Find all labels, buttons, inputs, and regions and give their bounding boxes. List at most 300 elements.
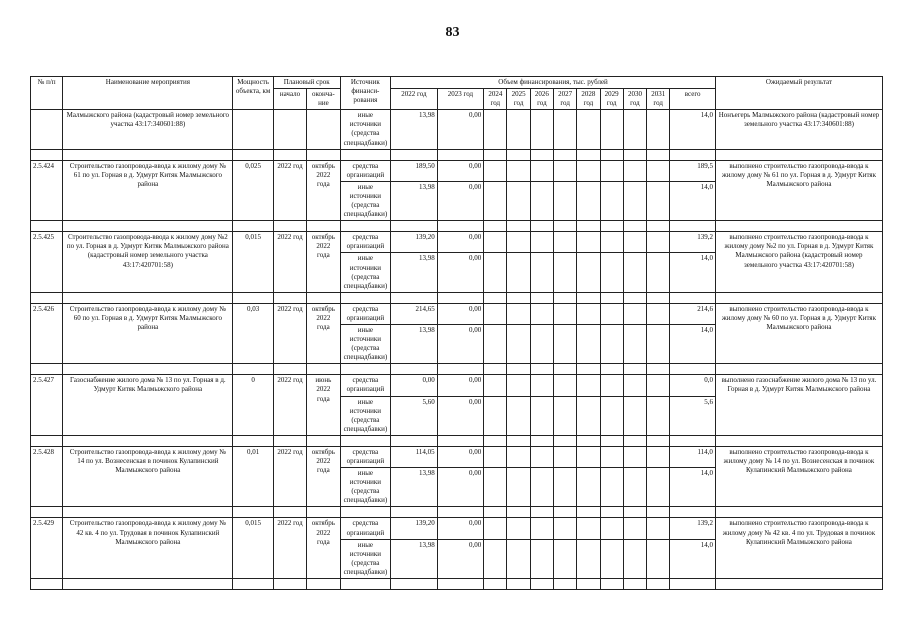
empty-cell — [623, 221, 646, 232]
empty-cell — [554, 468, 577, 507]
empty-cell — [647, 375, 670, 396]
row-name: Газоснабжение жилого дома № 13 по ул. Горная в д. Удмурт Китяк Малмыжского района — [63, 375, 233, 436]
empty-cell — [623, 375, 646, 396]
empty-cell — [437, 435, 484, 446]
empty-cell — [647, 396, 670, 435]
row-source: иные источники (средства спецнадбавки) — [340, 396, 391, 435]
row-spacer — [31, 579, 883, 590]
empty-cell — [647, 324, 670, 363]
empty-cell — [554, 507, 577, 518]
row-result: выполнено строительство газопровода-ввода к жилому дому № 61 по ул. Горная в д. Удмурт Китяк Малмыжского района — [715, 160, 882, 221]
row-spacer — [31, 149, 883, 160]
header-funding: Объем финансирования, тыс. рублей — [391, 77, 716, 89]
empty-cell — [554, 396, 577, 435]
empty-cell — [31, 435, 63, 446]
table-row — [31, 375, 883, 396]
empty-cell — [530, 364, 553, 375]
empty-cell — [600, 160, 623, 181]
empty-cell — [484, 324, 507, 363]
row-result: выполнено строительство газопровода-ввода к жилому дому № 14 по ул. Вознесенская в починок Кулапинский Малмыжского района — [715, 446, 882, 507]
header-year: 2030 год — [623, 89, 646, 110]
empty-cell — [530, 253, 553, 292]
row-spacer — [31, 435, 883, 446]
table-row-continuation — [31, 110, 883, 149]
empty-cell — [437, 221, 484, 232]
header-start: начало — [273, 89, 306, 110]
header-year: 2024 год — [484, 89, 507, 110]
empty-cell — [391, 364, 438, 375]
row-source: иные источники (средства спецнадбавки) — [340, 110, 391, 149]
empty-cell — [31, 507, 63, 518]
row-end: июнь 2022 года — [307, 375, 340, 436]
empty-cell — [340, 579, 391, 590]
row-name: Малмыжского района (кадастровый номер земельного участка 43:17:340601:88) — [63, 110, 233, 149]
empty-cell — [437, 292, 484, 303]
empty-cell — [647, 579, 670, 590]
empty-cell — [437, 507, 484, 518]
empty-cell — [484, 579, 507, 590]
empty-cell — [340, 435, 391, 446]
empty-cell — [273, 435, 306, 446]
empty-cell — [577, 364, 600, 375]
empty-cell — [623, 518, 646, 539]
empty-cell — [233, 292, 273, 303]
empty-cell — [647, 364, 670, 375]
row-value-2023: 0,00 — [437, 539, 484, 578]
empty-cell — [507, 468, 530, 507]
row-start: 2022 год — [273, 518, 306, 579]
empty-cell — [554, 375, 577, 396]
row-total: 0,0 — [670, 375, 716, 396]
row-start: 2022 год — [273, 375, 306, 436]
empty-cell — [600, 579, 623, 590]
row-value-2023: 0,00 — [437, 181, 484, 220]
empty-cell — [670, 579, 716, 590]
empty-cell — [530, 579, 553, 590]
empty-cell — [63, 579, 233, 590]
row-value-2023: 0,00 — [437, 232, 484, 253]
empty-cell — [507, 324, 530, 363]
empty-cell — [530, 221, 553, 232]
empty-cell — [554, 303, 577, 324]
empty-cell — [307, 507, 340, 518]
empty-cell — [484, 232, 507, 253]
row-name: Строительство газопровода-ввода к жилому дому № 14 по ул. Вознесенская в починок Кулапинский Малмыжского района — [63, 446, 233, 507]
row-source: иные источники (средства спецнадбавки) — [340, 324, 391, 363]
empty-cell — [530, 396, 553, 435]
empty-cell — [484, 375, 507, 396]
empty-cell — [647, 221, 670, 232]
header-year: 2022 год — [391, 89, 438, 110]
empty-cell — [600, 364, 623, 375]
empty-cell — [507, 181, 530, 220]
empty-cell — [530, 303, 553, 324]
table-row — [31, 446, 883, 467]
empty-cell — [554, 232, 577, 253]
empty-cell — [484, 446, 507, 467]
empty-cell — [63, 364, 233, 375]
table-body — [31, 110, 883, 590]
empty-cell — [600, 181, 623, 220]
empty-cell — [63, 435, 233, 446]
empty-cell — [623, 539, 646, 578]
row-total: 5,6 — [670, 396, 716, 435]
row-end: октябрь 2022 года — [307, 518, 340, 579]
empty-cell — [484, 303, 507, 324]
empty-cell — [507, 221, 530, 232]
row-value-2022: 13,98 — [391, 324, 438, 363]
empty-cell — [600, 507, 623, 518]
header-year: 2026 год — [530, 89, 553, 110]
empty-cell — [647, 539, 670, 578]
row-start: 2022 год — [273, 303, 306, 364]
empty-cell — [715, 292, 882, 303]
row-end: октябрь 2022 года — [307, 303, 340, 364]
header-end: оконча-ние — [307, 89, 340, 110]
header-year: 2031 год — [647, 89, 670, 110]
empty-cell — [340, 364, 391, 375]
empty-cell — [600, 232, 623, 253]
empty-cell — [600, 253, 623, 292]
empty-cell — [577, 468, 600, 507]
empty-cell — [600, 468, 623, 507]
empty-cell — [670, 221, 716, 232]
row-source: иные источники (средства спецнадбавки) — [340, 181, 391, 220]
row-spacer — [31, 292, 883, 303]
row-value-2023: 0,00 — [437, 110, 484, 149]
empty-cell — [507, 539, 530, 578]
empty-cell — [507, 160, 530, 181]
empty-cell — [233, 435, 273, 446]
empty-cell — [484, 518, 507, 539]
row-result: выполнено строительство газопровода-ввода к жилому дому № 60 по ул. Горная в д. Удмурт Китяк Малмыжского района — [715, 303, 882, 364]
row-value-2022: 13,98 — [391, 181, 438, 220]
empty-cell — [600, 375, 623, 396]
empty-cell — [507, 446, 530, 467]
empty-cell — [31, 221, 63, 232]
row-value-2022: 214,65 — [391, 303, 438, 324]
empty-cell — [31, 579, 63, 590]
empty-cell — [554, 181, 577, 220]
empty-cell — [63, 292, 233, 303]
empty-cell — [600, 446, 623, 467]
header-capacity: Мощность объекта, км — [233, 77, 273, 110]
empty-cell — [530, 232, 553, 253]
row-capacity: 0 — [233, 375, 273, 436]
empty-cell — [437, 364, 484, 375]
empty-cell — [554, 364, 577, 375]
empty-cell — [484, 253, 507, 292]
row-value-2023: 0,00 — [437, 160, 484, 181]
empty-cell — [623, 364, 646, 375]
empty-cell — [715, 435, 882, 446]
empty-cell — [273, 507, 306, 518]
empty-cell — [577, 539, 600, 578]
empty-cell — [554, 579, 577, 590]
row-name: Строительство газопровода-ввода к жилому дому № 60 по ул. Горная в д. Удмурт Китяк Малмыжского района — [63, 303, 233, 364]
row-value-2023: 0,00 — [437, 324, 484, 363]
empty-cell — [307, 292, 340, 303]
row-start: 2022 год — [273, 160, 306, 221]
row-source: средства организаций — [340, 160, 391, 181]
row-spacer — [31, 507, 883, 518]
empty-cell — [507, 292, 530, 303]
empty-cell — [507, 253, 530, 292]
empty-cell — [507, 364, 530, 375]
empty-cell — [577, 303, 600, 324]
empty-cell — [600, 303, 623, 324]
header-total: всего — [670, 89, 716, 110]
empty-cell — [63, 507, 233, 518]
empty-cell — [623, 292, 646, 303]
empty-cell — [577, 221, 600, 232]
empty-cell — [623, 468, 646, 507]
empty-cell — [647, 160, 670, 181]
row-total: 214,6 — [670, 303, 716, 324]
header-name: Наименование мероприятия — [63, 77, 233, 110]
header-year: 2029 год — [600, 89, 623, 110]
empty-cell — [670, 435, 716, 446]
empty-cell — [273, 221, 306, 232]
empty-cell — [530, 468, 553, 507]
empty-cell — [623, 507, 646, 518]
funding-table — [30, 76, 883, 590]
empty-cell — [307, 579, 340, 590]
empty-cell — [484, 396, 507, 435]
header-no: № п/п — [31, 77, 63, 110]
row-source: средства организаций — [340, 446, 391, 467]
row-value-2023: 0,00 — [437, 396, 484, 435]
empty-cell — [530, 446, 553, 467]
empty-cell — [623, 253, 646, 292]
empty-cell — [670, 364, 716, 375]
empty-cell — [484, 160, 507, 181]
row-value-2022: 13,98 — [391, 110, 438, 149]
empty-cell — [647, 181, 670, 220]
table-row — [31, 160, 883, 181]
empty-cell — [484, 364, 507, 375]
empty-cell — [577, 160, 600, 181]
empty-cell — [484, 507, 507, 518]
row-value-2022: 114,05 — [391, 446, 438, 467]
row-name: Строительство газопровода-ввода к жилому дому №2 по ул. Горная в д. Удмурт Китяк Малмыжского района (кадастровый номер земельного участка 43:17:420701:58) — [63, 232, 233, 293]
row-total: 14,0 — [670, 110, 716, 149]
empty-cell — [340, 292, 391, 303]
empty-cell — [577, 518, 600, 539]
empty-cell — [233, 221, 273, 232]
empty-cell — [63, 221, 233, 232]
row-value-2023: 0,00 — [437, 518, 484, 539]
empty-cell — [577, 253, 600, 292]
empty-cell — [647, 468, 670, 507]
empty-cell — [623, 446, 646, 467]
row-value-2023: 0,00 — [437, 303, 484, 324]
empty-cell — [715, 507, 882, 518]
page-number: 83 — [445, 25, 460, 40]
row-result: выполнено строительство газопровода-ввода к жилому дому №2 по ул. Горная в д. Удмурт Китяк Малмыжского района (кадастровый номер земельного участка 43:17:420701:58) — [715, 232, 882, 293]
empty-cell — [554, 518, 577, 539]
row-number: 2.5.427 — [31, 375, 63, 436]
row-source: средства организаций — [340, 303, 391, 324]
row-total: 14,0 — [670, 253, 716, 292]
row-value-2023: 0,00 — [437, 446, 484, 467]
empty-cell — [670, 507, 716, 518]
empty-cell — [623, 396, 646, 435]
empty-cell — [437, 579, 484, 590]
empty-cell — [647, 446, 670, 467]
header-source: Источник финанси-рования — [340, 77, 391, 110]
row-source: средства организаций — [340, 375, 391, 396]
empty-cell — [484, 181, 507, 220]
empty-cell — [507, 435, 530, 446]
empty-cell — [484, 221, 507, 232]
row-value-2022: 5,60 — [391, 396, 438, 435]
row-value-2022: 139,20 — [391, 518, 438, 539]
empty-cell — [670, 292, 716, 303]
empty-cell — [530, 324, 553, 363]
empty-cell — [623, 303, 646, 324]
row-name: Строительство газопровода-ввода к жилому дому № 42 кв. 4 по ул. Трудовая в починок Кулапинский Малмыжского района — [63, 518, 233, 579]
row-source: иные источники (средства спецнадбавки) — [340, 539, 391, 578]
row-number: 2.5.428 — [31, 446, 63, 507]
empty-cell — [484, 539, 507, 578]
empty-cell — [340, 507, 391, 518]
empty-cell — [340, 221, 391, 232]
empty-cell — [530, 375, 553, 396]
empty-cell — [273, 579, 306, 590]
empty-cell — [623, 181, 646, 220]
empty-cell — [715, 364, 882, 375]
row-result: Нонъегерь Малмыжского района (кадастровый номер земельного участка 43:17:340601:88) — [715, 110, 882, 149]
empty-cell — [600, 324, 623, 363]
empty-cell — [647, 292, 670, 303]
empty-cell — [530, 518, 553, 539]
empty-cell — [391, 507, 438, 518]
row-source: средства организаций — [340, 232, 391, 253]
empty-cell — [391, 435, 438, 446]
empty-cell — [391, 221, 438, 232]
empty-cell — [577, 324, 600, 363]
empty-cell — [647, 435, 670, 446]
empty-cell — [554, 160, 577, 181]
empty-cell — [307, 364, 340, 375]
row-number: 2.5.426 — [31, 303, 63, 364]
empty-cell — [554, 324, 577, 363]
row-spacer — [31, 364, 883, 375]
row-end: октябрь 2022 года — [307, 160, 340, 221]
empty-cell — [554, 539, 577, 578]
table-header — [31, 77, 883, 110]
row-total: 114,0 — [670, 446, 716, 467]
empty-cell — [554, 221, 577, 232]
empty-cell — [233, 507, 273, 518]
header-year: 2025 год — [507, 89, 530, 110]
row-value-2022: 13,98 — [391, 539, 438, 578]
row-value-2023: 0,00 — [437, 375, 484, 396]
empty-cell — [530, 160, 553, 181]
empty-cell — [484, 435, 507, 446]
row-capacity: 0,015 — [233, 232, 273, 293]
row-value-2022: 13,98 — [391, 253, 438, 292]
empty-cell — [600, 221, 623, 232]
row-name: Строительство газопровода-ввода к жилому дому № 61 по ул. Горная в д. Удмурт Китяк Малмыжского района — [63, 160, 233, 221]
empty-cell — [647, 232, 670, 253]
empty-cell — [233, 364, 273, 375]
row-number: 2.5.424 — [31, 160, 63, 221]
row-total: 14,0 — [670, 468, 716, 507]
empty-cell — [484, 292, 507, 303]
empty-cell — [507, 396, 530, 435]
row-value-2022: 139,20 — [391, 232, 438, 253]
empty-cell — [554, 292, 577, 303]
empty-cell — [391, 579, 438, 590]
row-source: средства организаций — [340, 518, 391, 539]
row-total: 14,0 — [670, 324, 716, 363]
empty-cell — [600, 539, 623, 578]
empty-cell — [507, 518, 530, 539]
header-year: 2028 год — [577, 89, 600, 110]
row-capacity: 0,015 — [233, 518, 273, 579]
empty-cell — [623, 579, 646, 590]
row-number: 2.5.425 — [31, 232, 63, 293]
empty-cell — [530, 435, 553, 446]
empty-cell — [623, 435, 646, 446]
empty-cell — [647, 507, 670, 518]
empty-cell — [577, 396, 600, 435]
row-number: 2.5.429 — [31, 518, 63, 579]
empty-cell — [307, 221, 340, 232]
empty-cell — [273, 364, 306, 375]
empty-cell — [507, 303, 530, 324]
row-start: 2022 год — [273, 232, 306, 293]
row-value-2022: 13,98 — [391, 468, 438, 507]
row-end: октябрь 2022 года — [307, 446, 340, 507]
empty-cell — [507, 507, 530, 518]
table-row — [31, 232, 883, 253]
empty-cell — [600, 396, 623, 435]
header-planned-term: Плановый срок — [273, 77, 340, 89]
row-source: иные источники (средства спецнадбавки) — [340, 468, 391, 507]
empty-cell — [530, 181, 553, 220]
empty-cell — [577, 181, 600, 220]
header-result: Ожидаемый результат — [715, 77, 882, 110]
row-total: 139,2 — [670, 518, 716, 539]
empty-cell — [623, 324, 646, 363]
row-result: выполнено строительство газопровода-ввода к жилому дому № 42 кв. 4 по ул. Трудовая в починок Кулапинский Малмыжского района — [715, 518, 882, 579]
row-total: 14,0 — [670, 181, 716, 220]
row-value-2023: 0,00 — [437, 253, 484, 292]
empty-cell — [577, 507, 600, 518]
row-source: иные источники (средства спецнадбавки) — [340, 253, 391, 292]
empty-cell — [391, 292, 438, 303]
empty-cell — [577, 232, 600, 253]
empty-cell — [623, 232, 646, 253]
row-total: 139,2 — [670, 232, 716, 253]
empty-cell — [273, 292, 306, 303]
row-value-2022: 0,00 — [391, 375, 438, 396]
row-start: 2022 год — [273, 446, 306, 507]
empty-cell — [600, 518, 623, 539]
empty-cell — [31, 292, 63, 303]
empty-cell — [577, 446, 600, 467]
row-capacity: 0,03 — [233, 303, 273, 364]
empty-cell — [31, 364, 63, 375]
row-capacity: 0,025 — [233, 160, 273, 221]
row-capacity: 0,01 — [233, 446, 273, 507]
empty-cell — [530, 507, 553, 518]
row-value-2022: 189,50 — [391, 160, 438, 181]
empty-cell — [577, 579, 600, 590]
